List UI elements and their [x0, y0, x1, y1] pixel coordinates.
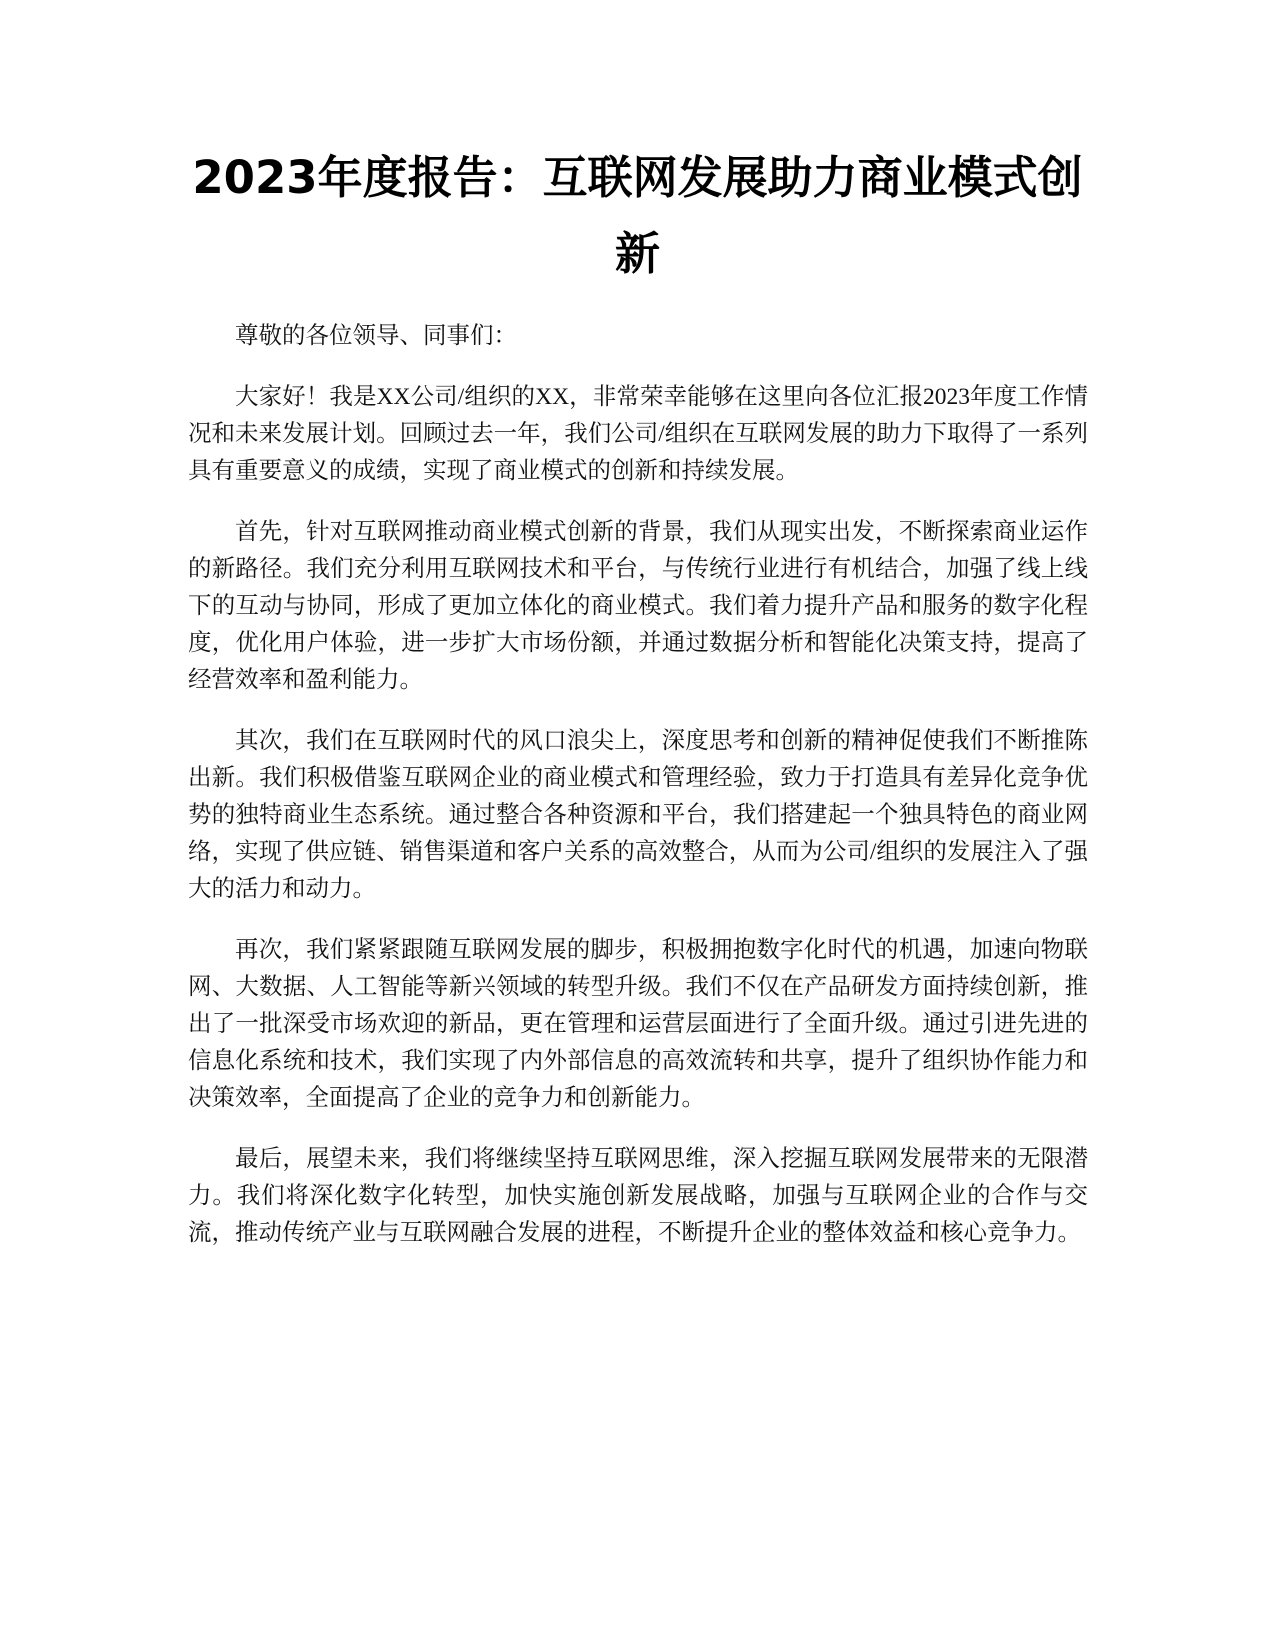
- third-point-paragraph: 再次，我们紧紧跟随互联网发展的脚步，积极拥抱数字化时代的机遇，加速向物联网、大数据、人工智能等新兴领域的转型升级。我们不仅在产品研发方面持续创新，推出了一批深受市场欢迎的新品，更在管理和运营层面进行了全面升级。通过引进先进的信息化系统和技术，我们实现了内外部信息的高效流转和共享，提升了组织协作能力和决策效率，全面提高了企业的竞争力和创新能力。: [188, 937, 1088, 1111]
- document-title: 2023年度报告：互联网发展助力商业模式创新: [192, 151, 1083, 280]
- second-point-paragraph: 其次，我们在互联网时代的风口浪尖上，深度思考和创新的精神促使我们不断推陈出新。我们积极借鉴互联网企业的商业模式和管理经验，致力于打造具有差异化竞争优势的独特商业生态系统。通过整合各种资源和平台，我们搭建起一个独具特色的商业网络，实现了供应链、销售渠道和客户关系的高效整合，从而为公司/组织的发展注入了强大的活力和动力。: [188, 728, 1088, 902]
- intro-paragraph: 大家好！我是XX公司/组织的XX，非常荣幸能够在这里向各位汇报2023年度工作情况和未来发展计划。回顾过去一年，我们公司/组织在互联网发展的助力下取得了一系列具有重要意义的成绩，实现了商业模式的创新和持续发展。: [188, 384, 1088, 484]
- document-body: [188, 318, 1088, 1276]
- first-point-paragraph: 首先，针对互联网推动商业模式创新的背景，我们从现实出发，不断探索商业运作的新路径。我们充分利用互联网技术和平台，与传统行业进行有机结合，加强了线上线下的互动与协同，形成了更加立体化的商业模式。我们着力提升产品和服务的数字化程度，优化用户体验，进一步扩大市场份额，并通过数据分析和智能化决策支持，提高了经营效率和盈利能力。: [188, 519, 1088, 693]
- salutation-paragraph: 尊敬的各位领导、同事们：: [235, 323, 517, 349]
- conclusion-paragraph: 最后，展望未来，我们将继续坚持互联网思维，深入挖掘互联网发展带来的无限潜力。我们将深化数字化转型，加快实施创新发展战略，加强与互联网企业的合作与交流，推动传统产业与互联网融合发展的进程，不断提升企业的整体效益和核心竞争力。: [188, 1146, 1088, 1246]
